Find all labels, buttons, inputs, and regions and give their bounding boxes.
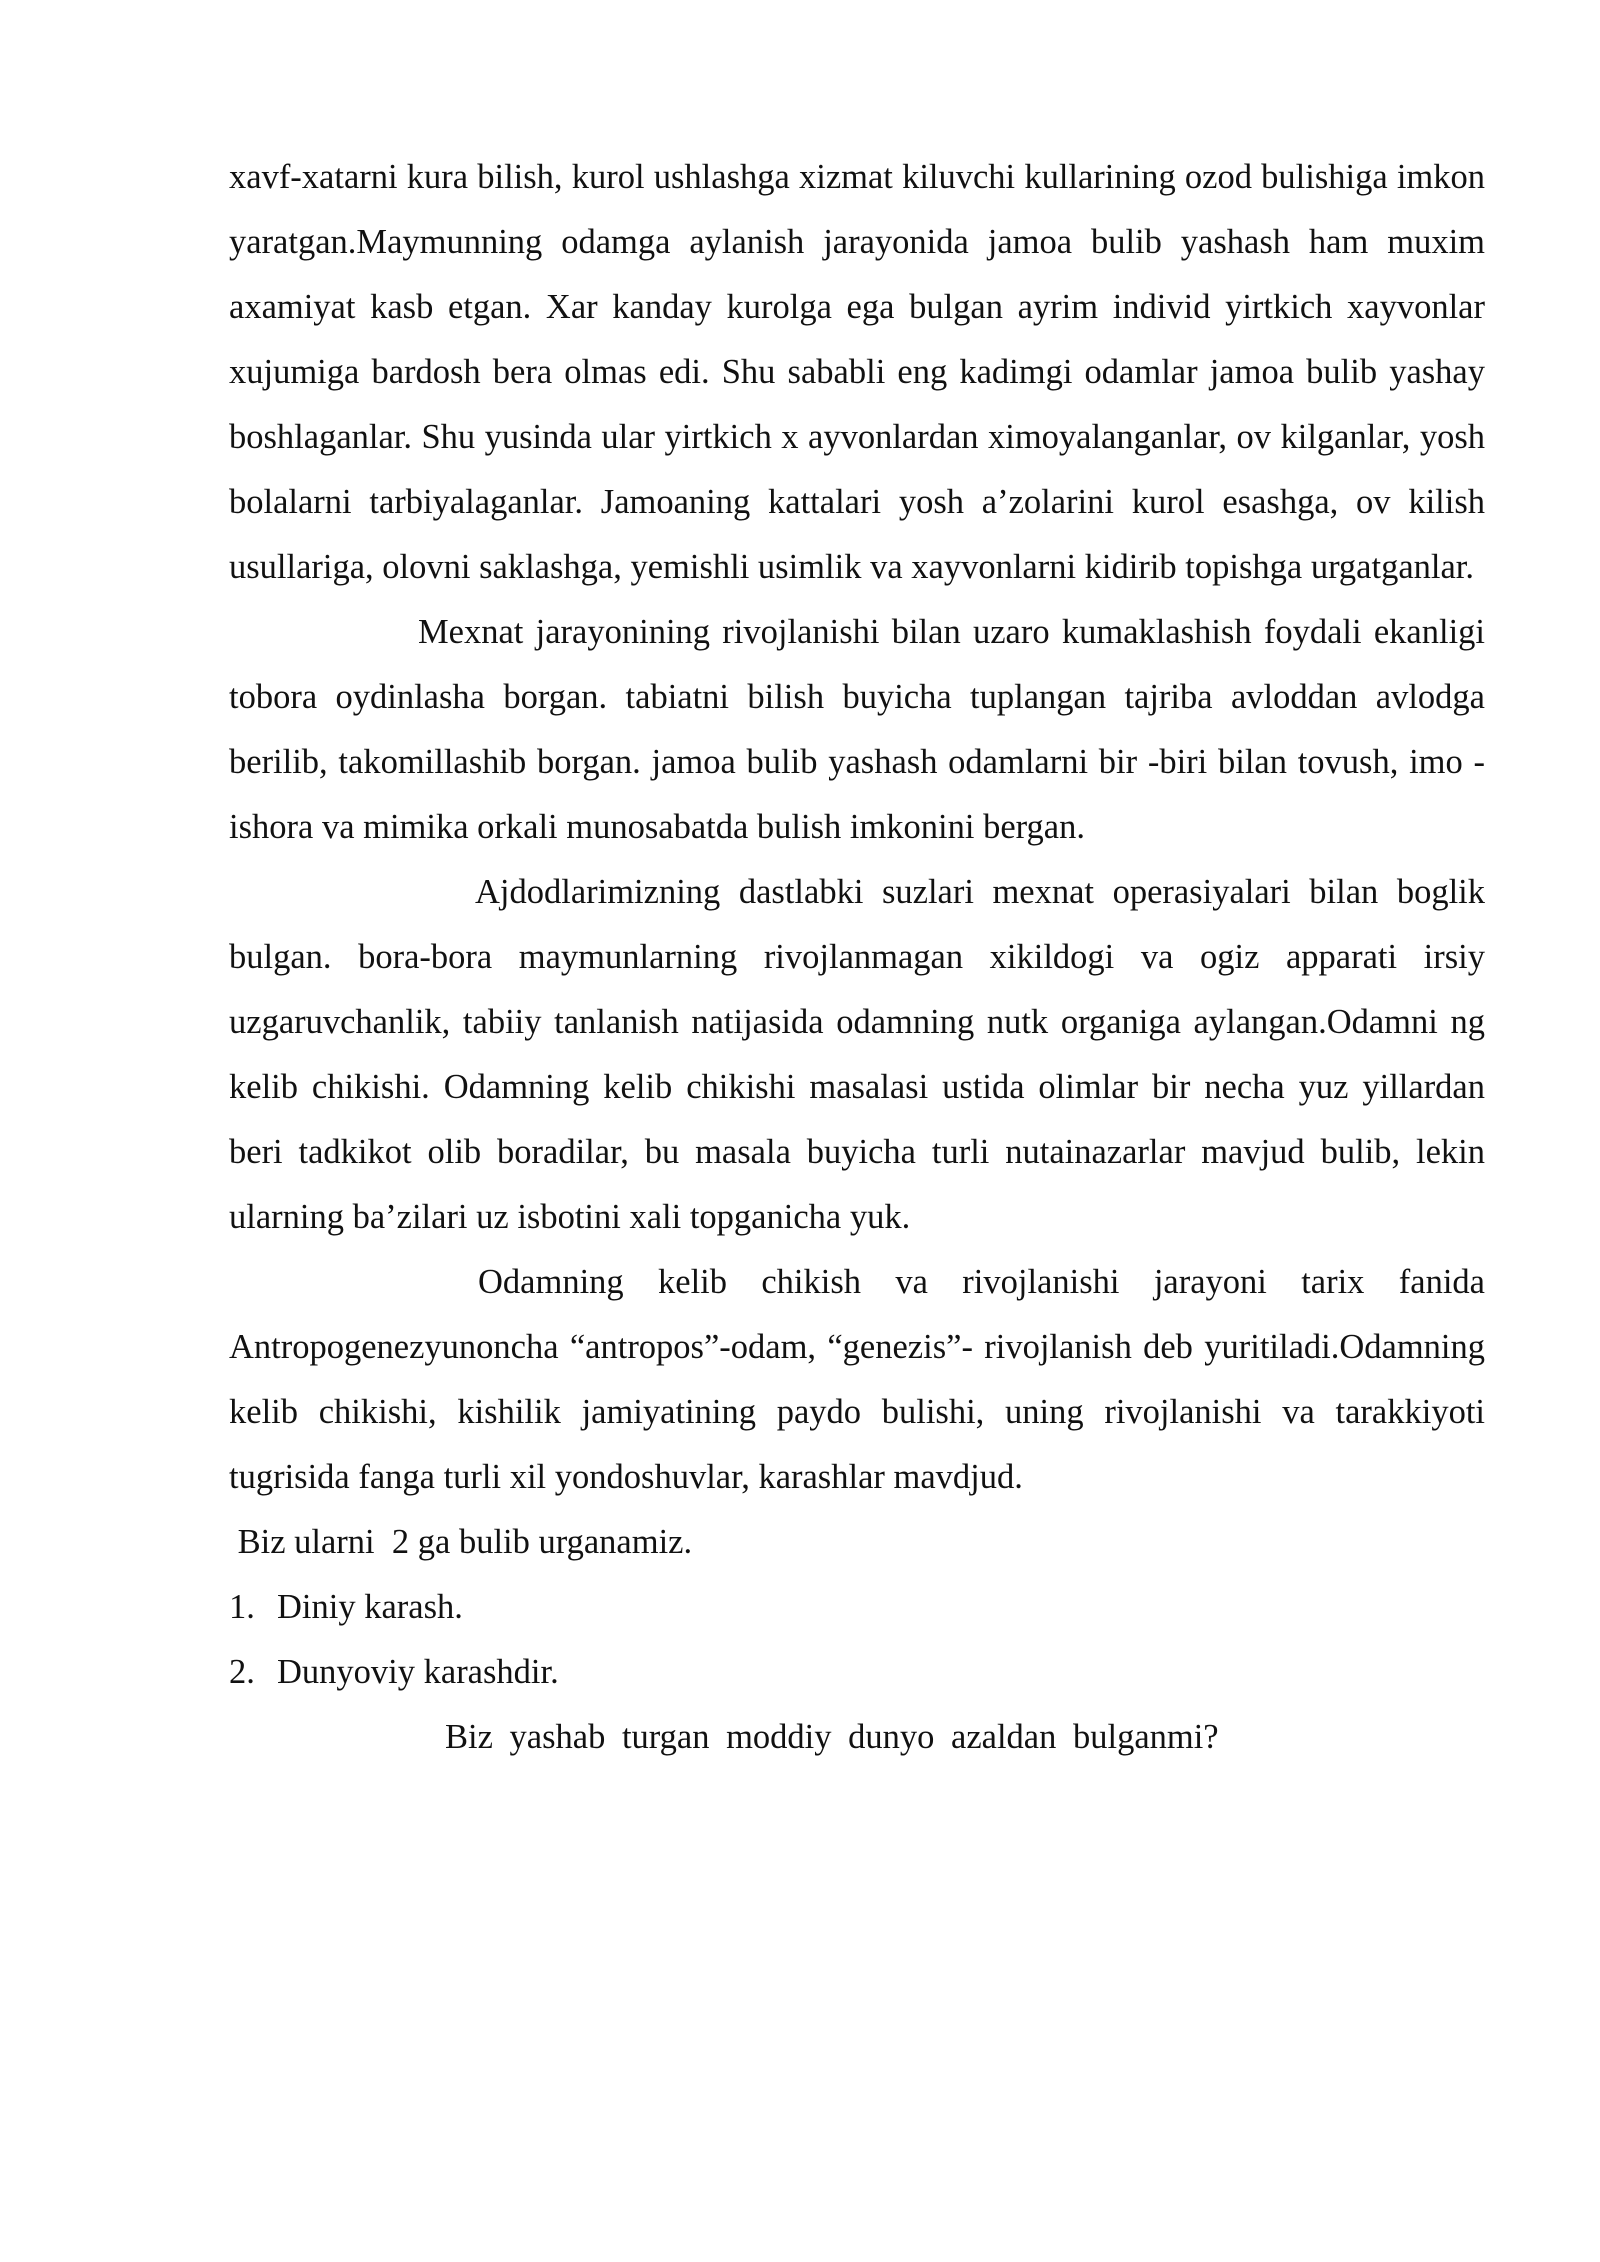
paragraph-3: Ajdodlarimizning dastlabki suzlari mexnat operasiyalari bilan boglik bulgan. bora-bora maymunlarning rivojlanmagan xikildogi va ogiz apparati irsiy uzgaruvchanlik, tabiiy tanlanish natijasida odamning nutk organiga aylangan.Odamni ng kelib chikishi. Odamning kelib chikishi masalasi ustida olimlar bir necha yuz yillardan beri tadkikot olib boradilar, bu masala buyicha turli nutainazarlar mavjud bulib, lekin ularning ba’zilari uz isbotini xali topganicha yuk.	[229, 873, 1485, 1236]
document-body	[229, 145, 1485, 1770]
list-number: 1.	[229, 1588, 255, 1626]
list-text: Dunyoviy karashdir.	[277, 1653, 559, 1691]
paragraph-1: xavf-xatarni kura bilish, kurol ushlashga xizmat kiluvchi kullarining ozod bulishiga imkon yaratgan.Maymunning odamga aylanish jarayonida jamoa bulib yashash ham muxim axamiyat kasb etgan. Xar kanday kurolga ega bulgan ayrim individ yirtkich xayvonlar xujumiga bardosh bera olmas edi. Shu sababli eng kadimgi odamlar jamoa bulib yashay boshlaganlar. Shu yusinda ular yirtkich x ayvonlardan ximoyalanganlar, ov kilganlar, yosh bolalarni tarbiyalaganlar. Jamoaning kattalari yosh a’zolarini kurol esashga, ov kilish usullariga, olovni saklashga, yemishli usimlik va xayvonlarni kidirib topishga urgatganlar.	[229, 158, 1485, 586]
list-item	[229, 1640, 1485, 1705]
paragraph-4: Odamning kelib chikish va rivojlanishi jarayoni tarix fanida Antropogenezyunoncha “antropos”-odam, “genezis”- rivojlanish deb yuritiladi.Odamning kelib chikishi, kishilik jamiyatining paydo bulishi, uning rivojlanishi va tarakkiyoti tugrisida fanga turli xil yondoshuvlar, karashlar mavdjud.	[229, 1263, 1485, 1496]
list-text: Diniy karash.	[277, 1588, 463, 1626]
list-number: 2.	[229, 1653, 255, 1691]
intro-line: Biz ularni 2 ga bulib urganamiz.	[229, 1523, 693, 1561]
paragraph-2: Mexnat jarayonining rivojlanishi bilan uzaro kumaklashish foydali ekanligi tobora oydinlasha borgan. tabiatni bilish buyicha tuplangan tajriba avloddan avlodga berilib, takomillashib borgan. jamoa bulib yashash odamlarni bir -biri bilan tovush, imo -ishora va mimika orkali munosabatda bulish imkonini bergan.	[229, 613, 1485, 846]
list-item	[229, 1575, 1485, 1640]
question-line: Biz yashab turgan moddiy dunyo azaldan bulganmi?	[445, 1718, 1219, 1756]
